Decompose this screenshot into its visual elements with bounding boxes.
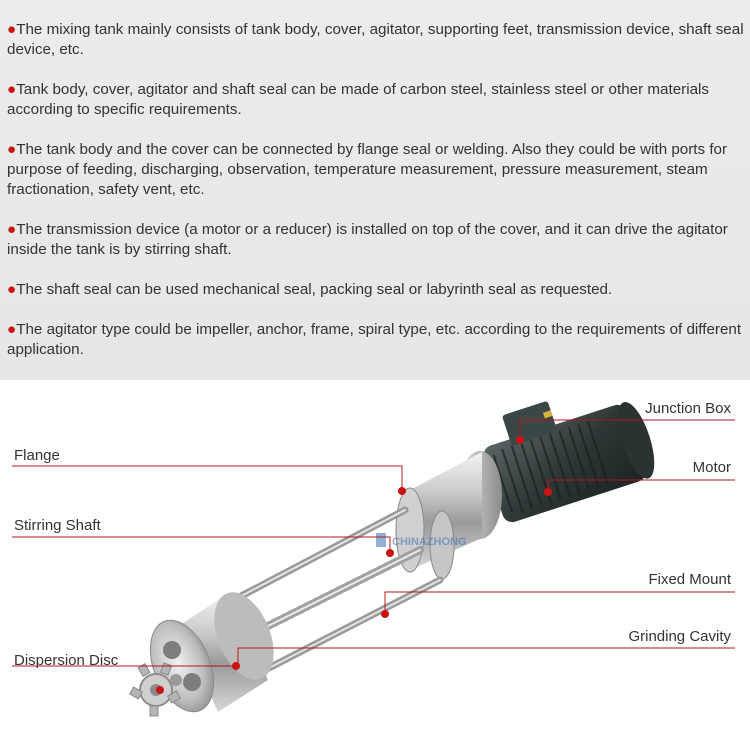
bullet-icon: ● [7,281,17,298]
description-point-5: ●The shaft seal can be used mechanical seal, packing seal or labyrinth seal as requested. [7,281,613,298]
fixed-mount-callout-line [385,592,735,612]
svg-text:CHINAZHONG: CHINAZHONG [392,536,467,548]
bullet-icon: ● [7,221,17,238]
description-point-6: ●The agitator type could be impeller, anchor, frame, spiral type, etc. according to the requirements of different application. [7,321,742,358]
bullet-icon: ● [7,321,17,338]
description-point-3: ●The tank body and the cover can be connected by flange seal or welding. Also they could be with ports for purpose of feeding, discharging, observation, temperature measurement, pressure measurement, steam fractionation, safety vent, etc. [7,141,728,198]
flange-callout-line [12,466,402,488]
bullet-icon: ● [7,21,17,38]
disperser-illustration [0,380,750,740]
stirring-shaft-label: Stirring Shaft [14,517,101,534]
motor-label: Motor [692,459,731,476]
flange-label: Flange [14,447,60,464]
bullet-icon: ● [7,81,17,98]
bullet-icon: ● [7,141,17,158]
description-point-4: ●The transmission device (a motor or a reducer) is installed on top of the cover, and it can drive the agitator inside the tank is by stirring shaft. [7,221,728,258]
fixed-mount-label: Fixed Mount [648,571,731,588]
motor-graphic [458,380,662,539]
description-point-1: ●The mixing tank mainly consists of tank body, cover, agitator, supporting feet, transmission device, shaft seal device, etc. [7,21,744,58]
junction-box-label: Junction Box [645,400,731,417]
description-point-2: ●Tank body, cover, agitator and shaft seal can be made of carbon steel, stainless steel or other materials according to specific requirements. [7,81,710,118]
grinding-cavity-callout-line [238,648,735,663]
dispersion-disc-label: Dispersion Disc [14,652,119,669]
grinding-cavity-label: Grinding Cavity [628,628,731,645]
product-figure [0,380,750,740]
